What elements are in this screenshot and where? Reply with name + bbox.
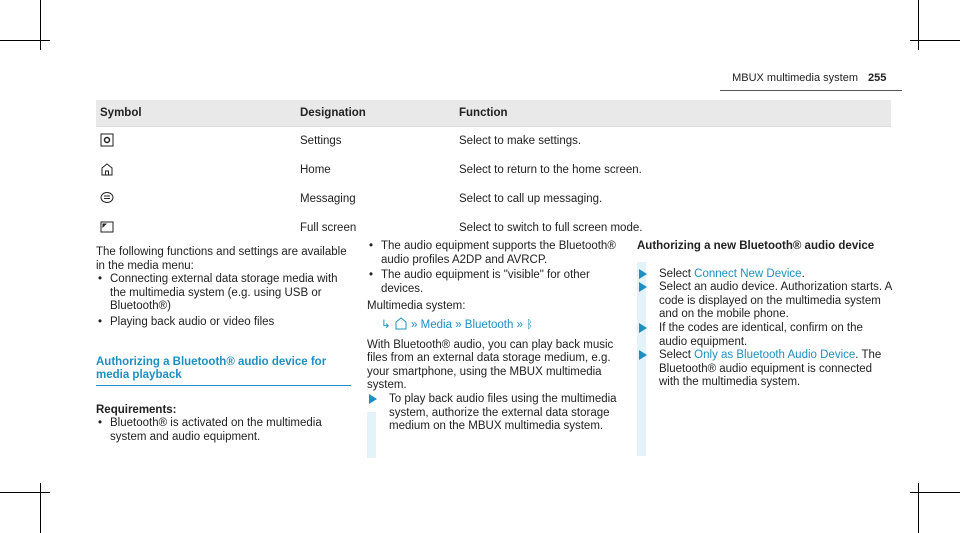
- instruction-step: Select Connect New Device.: [637, 268, 892, 282]
- instruction-step: Select Only as Bluetooth Audio Device. The Bluetooth® audio equipment is connected with the multimedia system.: [637, 349, 892, 390]
- step-arrow-icon: [639, 350, 647, 360]
- symbol-table: [96, 100, 891, 243]
- body-text: With Bluetooth® audio, you can play back music files from an external data storage medium, e.g. your smartphone, using the MBUX multimedia system.: [367, 338, 614, 392]
- path-separator-icon: »: [516, 318, 524, 331]
- menu-path: [367, 316, 622, 333]
- crop-mark: [0, 40, 50, 41]
- crop-mark: [40, 483, 41, 533]
- function-cell: Select to switch to full screen mode.: [455, 214, 891, 243]
- path-arrow-icon: ↳: [381, 318, 391, 331]
- list-item: • Bluetooth® is activated on the multimedia system and audio equipment.: [96, 417, 351, 444]
- crop-mark: [918, 483, 919, 533]
- path-separator-icon: »: [411, 318, 418, 331]
- step-text: To play back audio files using the multimedia system, authorize the external data storage medium on the MBUX multimedia system.: [389, 392, 617, 433]
- instruction-step: If the codes are identical, confirm on the audio equipment.: [637, 322, 892, 349]
- home-icon: [394, 316, 408, 330]
- header-designation: Designation: [296, 100, 455, 127]
- full-screen-icon: [100, 220, 114, 234]
- path-bluetooth[interactable]: Bluetooth: [464, 318, 514, 331]
- section-heading: Authorizing a Bluetooth® audio device for media playback: [96, 355, 327, 382]
- step-arrow-icon: [369, 394, 377, 404]
- page-number: 255: [868, 72, 887, 84]
- crop-mark: [918, 0, 919, 50]
- requirements-label: Requirements:: [96, 403, 177, 416]
- designation-cell: Full screen: [296, 214, 455, 243]
- list-item: • The audio equipment supports the Bluetooth® audio profiles A2DP and AVRCP.: [367, 240, 622, 267]
- step-arrow-icon: [639, 269, 647, 279]
- table-header-row: [96, 100, 891, 127]
- function-cell: Select to call up messaging.: [455, 185, 891, 214]
- designation-cell: Settings: [296, 127, 455, 156]
- table-row: [96, 185, 891, 214]
- home-icon: [100, 162, 114, 176]
- intro-text: The following functions and settings are available in the media menu:: [96, 246, 347, 272]
- crop-mark: [0, 492, 50, 493]
- settings-icon: [100, 133, 114, 147]
- designation-cell: Messaging: [296, 185, 455, 214]
- header-title: MBUX multimedia system: [732, 72, 858, 84]
- column-right: [637, 240, 892, 390]
- header-function: Function: [455, 100, 891, 127]
- list-item: • Connecting external data storage media with the multimedia system (e.g. using USB or Bluetooth®): [96, 273, 351, 314]
- header-rule: [720, 90, 902, 91]
- instruction-step: [367, 393, 622, 434]
- column-middle: [367, 240, 622, 434]
- crop-mark: [40, 0, 41, 50]
- function-cell: Select to return to the home screen.: [455, 156, 891, 185]
- step-arrow-icon: [639, 323, 647, 333]
- messaging-icon: [100, 191, 114, 205]
- header-symbol: Symbol: [96, 100, 296, 127]
- step-arrow-icon: [639, 282, 647, 292]
- only-as-bluetooth-audio-device-link[interactable]: Only as Bluetooth Audio Device: [694, 349, 856, 362]
- instruction-step: Select an audio device. Authorization starts. A code is displayed on the multimedia system and on the mobile phone.: [637, 281, 892, 322]
- bluetooth-icon: ᛒ: [526, 318, 534, 331]
- column-left: [96, 246, 351, 445]
- connect-new-device-link[interactable]: Connect New Device: [694, 267, 802, 280]
- function-cell: Select to make settings.: [455, 127, 891, 156]
- designation-cell: Home: [296, 156, 455, 185]
- heading-rule: [96, 385, 351, 386]
- path-media[interactable]: Media: [420, 318, 452, 331]
- section-heading: Authorizing a new Bluetooth® audio device: [637, 240, 875, 252]
- table-row: [96, 127, 891, 156]
- table-row: [96, 156, 891, 185]
- path-separator-icon: »: [455, 318, 462, 331]
- list-item: • The audio equipment is "visible" for other devices.: [367, 269, 622, 296]
- list-item: • Playing back audio or video files: [96, 316, 351, 330]
- path-label: Multimedia system:: [367, 300, 466, 313]
- table-row: [96, 214, 891, 243]
